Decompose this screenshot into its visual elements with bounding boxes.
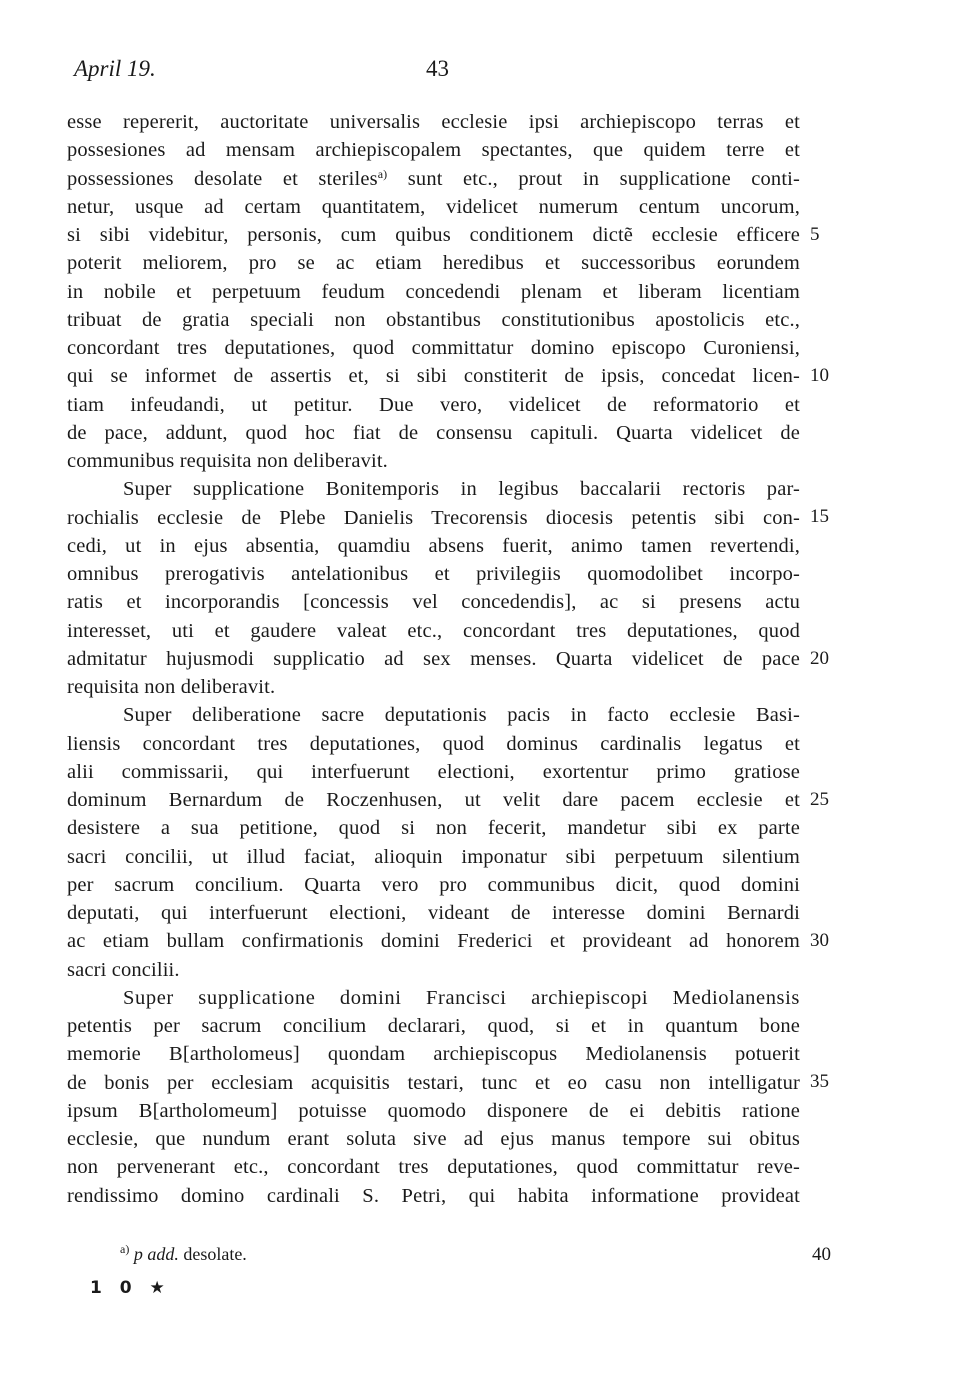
- text-line: rochialis ecclesie de Plebe Danielis Trecorensis diocesis petentis sibi con-: [67, 506, 800, 529]
- printer-signature: 1 0 ★: [90, 1278, 171, 1298]
- line-number: 25: [810, 789, 829, 810]
- text-line: interesset, uti et gaudere valeat etc., concordant tres deputationes, quod: [67, 619, 800, 642]
- text-line: alii commissarii, qui interfuerunt electioni, exortentur primo gratiose: [67, 760, 800, 783]
- text-line: per sacrum concilium. Quarta vero pro communibus dicit, quod domini: [67, 873, 800, 896]
- line-number: 5: [810, 224, 820, 245]
- text-line: tribuat de gratia speciali non obstantibus constitutionibus apostolicis etc.,: [67, 308, 800, 331]
- footnote-apparatus: p add.: [133, 1244, 179, 1264]
- footnote-reference: a): [377, 166, 388, 181]
- text-line: qui se informet de assertis et, si sibi constiterit de ipsis, concedat licen-: [67, 365, 800, 388]
- text-line: omnibus prerogativis antelationibus et privilegiis quomodolibet incorpo-: [67, 563, 800, 585]
- text-line: ipsum B[artholomeum] potuisse quomodo disponere de ei debitis ratione: [67, 1099, 800, 1122]
- text-line: ratis et incorporandis [concessis vel concedendis], ac si presens actu: [67, 591, 800, 614]
- paragraph-start-line: Super supplicatione domini Francisci archiepiscopi Mediolanensis: [123, 986, 800, 1009]
- text-line: ecclesie, que nundum erant soluta sive ad ejus manus tempore sui obitus: [67, 1128, 800, 1150]
- text-line: in nobile et perpetuum feudum concedendi plenam et liberam licentiam: [67, 280, 800, 303]
- text-line: [67, 165, 800, 193]
- text-fragment: sunt etc., prout in supplicatione conti-: [387, 167, 801, 190]
- running-head: April 19.: [74, 56, 156, 81]
- line-number: 10: [810, 365, 829, 386]
- footnote-marker: a): [120, 1242, 130, 1256]
- footnote: [120, 1244, 247, 1265]
- text-line: rendissimo domino cardinali S. Petri, qui habita informatione provideat: [67, 1184, 800, 1207]
- text-line: dominum Bernardum de Roczenhusen, ut velit dare pacem ecclesie et: [67, 789, 800, 811]
- text-line: petentis per sacrum concilium declarari, quod, si et in quantum bone: [67, 1015, 800, 1037]
- text-line: ac etiam bullam confirmationis domini Frederici et provideant ad honorem: [67, 930, 800, 953]
- text-line: communibus requisita non deliberavit.: [67, 450, 388, 472]
- text-line: concordant tres deputationes, quod committatur domino episcopo Curoniensi,: [67, 337, 800, 359]
- footnote-text: desolate.: [178, 1244, 247, 1264]
- text-line: cedi, ut in ejus absentia, quamdiu absens fuerit, animo tamen revertendi,: [67, 534, 800, 557]
- paragraph-start-line: Super deliberatione sacre deputationis pacis in facto ecclesie Basi-: [123, 704, 800, 727]
- text-line: possesiones ad mensam archiepiscopalem spectantes, que quidem terre et: [67, 139, 800, 162]
- text-line: liensis concordant tres deputationes, quod dominus cardinalis legatus et: [67, 732, 800, 755]
- line-number: 30: [810, 930, 829, 951]
- text-line: sacri concilii, ut illud faciat, alioquin imponatur sibi perpetuum silentium: [67, 845, 800, 868]
- line-number: 20: [810, 648, 829, 669]
- text-line: desistere a sua petitione, quod si non fecerit, mandetur sibi ex parte: [67, 817, 800, 840]
- text-line: admitatur hujusmodi supplicatio ad sex menses. Quarta videlicet de pace: [67, 647, 800, 670]
- text-line: tiam infeudandi, ut petitur. Due vero, videlicet de reformatorio et: [67, 393, 800, 416]
- page-header: [74, 56, 816, 90]
- text-fragment: possessiones desolate et steriles: [67, 167, 378, 190]
- text-line: requisita non deliberavit.: [67, 676, 276, 698]
- line-number: 15: [810, 506, 829, 527]
- text-line: de bonis per ecclesiam acquisitis testari, tunc et eo casu non intelligatur: [67, 1071, 800, 1094]
- page-number: 43: [426, 56, 449, 81]
- text-line: si sibi videbitur, personis, cum quibus conditionem dictẽ ecclesie efficere: [67, 224, 800, 246]
- text-line: esse repererit, auctoritate universalis ecclesie ipsi archiepiscopo terras et: [67, 111, 800, 133]
- text-line: poterit meliorem, pro se ac etiam heredibus et successoribus eorundem: [67, 252, 800, 275]
- paragraph-start-line: Super supplicatione Bonitemporis in legibus baccalarii rectoris par-: [123, 478, 800, 501]
- body-text: [67, 108, 800, 1210]
- text-line: deputati, qui interfuerunt electioni, videant de interesse domini Bernardi: [67, 902, 800, 924]
- text-line: netur, usque ad certam quantitatem, videlicet numerum centum uncorum,: [67, 195, 800, 218]
- line-number: 35: [810, 1071, 829, 1092]
- text-line: memorie B[artholomeus] quondam archiepiscopus Mediolanensis potuerit: [67, 1043, 800, 1066]
- text-line: de pace, addunt, quod hoc fiat de consensu capituli. Quarta videlicet de: [67, 421, 800, 444]
- line-number: 40: [812, 1244, 831, 1265]
- text-line: non pervenerant etc., concordant tres deputationes, quod committatur reve-: [67, 1156, 800, 1179]
- text-line: sacri concilii.: [67, 958, 180, 981]
